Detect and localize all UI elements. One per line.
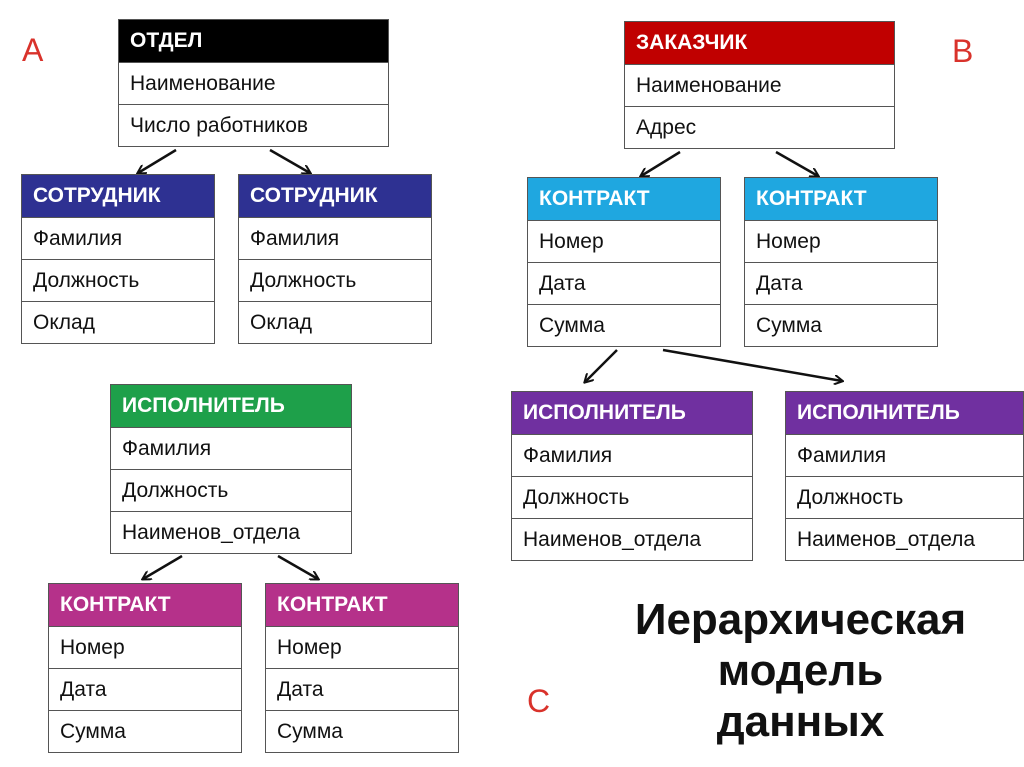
table-field: Дата <box>745 262 937 304</box>
table-field: Должность <box>111 469 351 511</box>
table-field: Фамилия <box>111 427 351 469</box>
arrow-kontrakt-to-ispolnitel-right <box>663 350 842 381</box>
table-header: ИСПОЛНИТЕЛЬ <box>111 385 351 427</box>
caption-line-1: Иерархическая <box>634 595 967 644</box>
table-sotrudnik-left <box>21 174 215 344</box>
table-field: Фамилия <box>512 434 752 476</box>
table-header: КОНТРАКТ <box>528 178 720 220</box>
arrow-ispolnitel-to-kontrakt-right <box>278 556 318 579</box>
table-field: Сумма <box>266 710 458 752</box>
table-field: Сумма <box>528 304 720 346</box>
label-c: C <box>527 683 551 719</box>
table-field: Наименование <box>625 64 894 106</box>
table-field: Номер <box>266 626 458 668</box>
table-header: ОТДЕЛ <box>119 20 388 62</box>
table-header: ИСПОЛНИТЕЛЬ <box>512 392 752 434</box>
table-ispolnitel-b-left <box>511 391 753 561</box>
table-header: СОТРУДНИК <box>239 175 431 217</box>
table-field: Сумма <box>49 710 241 752</box>
arrow-ispolnitel-to-kontrakt-left <box>143 556 182 579</box>
arrow-zakazchik-to-kontrakt-right <box>776 152 818 176</box>
table-field: Наименов_отдела <box>512 518 752 560</box>
table-field: Номер <box>745 220 937 262</box>
table-otdel <box>118 19 389 147</box>
table-field: Адрес <box>625 106 894 148</box>
table-field: Дата <box>49 668 241 710</box>
table-field: Дата <box>266 668 458 710</box>
table-field: Должность <box>22 259 214 301</box>
table-field: Дата <box>528 262 720 304</box>
table-field: Номер <box>528 220 720 262</box>
table-field: Наименов_отдела <box>786 518 1023 560</box>
table-field: Должность <box>786 476 1023 518</box>
table-kontrakt-b-right <box>744 177 938 347</box>
table-zakazchik <box>624 21 895 149</box>
table-ispolnitel-b-right <box>785 391 1024 561</box>
table-kontrakt-c-left <box>48 583 242 753</box>
caption-line-3: данных <box>716 697 885 746</box>
table-kontrakt-c-right <box>265 583 459 753</box>
label-a: A <box>22 32 44 68</box>
table-sotrudnik-right <box>238 174 432 344</box>
caption-line-2: модель <box>717 646 884 695</box>
table-kontrakt-b-left <box>527 177 721 347</box>
label-b: B <box>952 33 974 69</box>
table-ispolnitel-c <box>110 384 352 554</box>
table-field: Оклад <box>22 301 214 343</box>
arrow-zakazchik-to-kontrakt-left <box>641 152 680 176</box>
table-field: Наименование <box>119 62 388 104</box>
arrow-kontrakt-to-ispolnitel-left <box>585 350 617 382</box>
table-field: Сумма <box>745 304 937 346</box>
table-field: Фамилия <box>239 217 431 259</box>
table-header: СОТРУДНИК <box>22 175 214 217</box>
table-header: ИСПОЛНИТЕЛЬ <box>786 392 1023 434</box>
table-field: Число работников <box>119 104 388 146</box>
arrow-otdel-to-sotrudnik-left <box>138 150 176 173</box>
slide-caption <box>598 594 1003 747</box>
table-field: Фамилия <box>22 217 214 259</box>
table-field: Наименов_отдела <box>111 511 351 553</box>
table-field: Должность <box>239 259 431 301</box>
table-field: Фамилия <box>786 434 1023 476</box>
table-header: ЗАКАЗЧИК <box>625 22 894 64</box>
arrow-otdel-to-sotrudnik-right <box>270 150 310 173</box>
table-field: Оклад <box>239 301 431 343</box>
table-field: Номер <box>49 626 241 668</box>
table-field: Должность <box>512 476 752 518</box>
table-header: КОНТРАКТ <box>266 584 458 626</box>
table-header: КОНТРАКТ <box>49 584 241 626</box>
table-header: КОНТРАКТ <box>745 178 937 220</box>
